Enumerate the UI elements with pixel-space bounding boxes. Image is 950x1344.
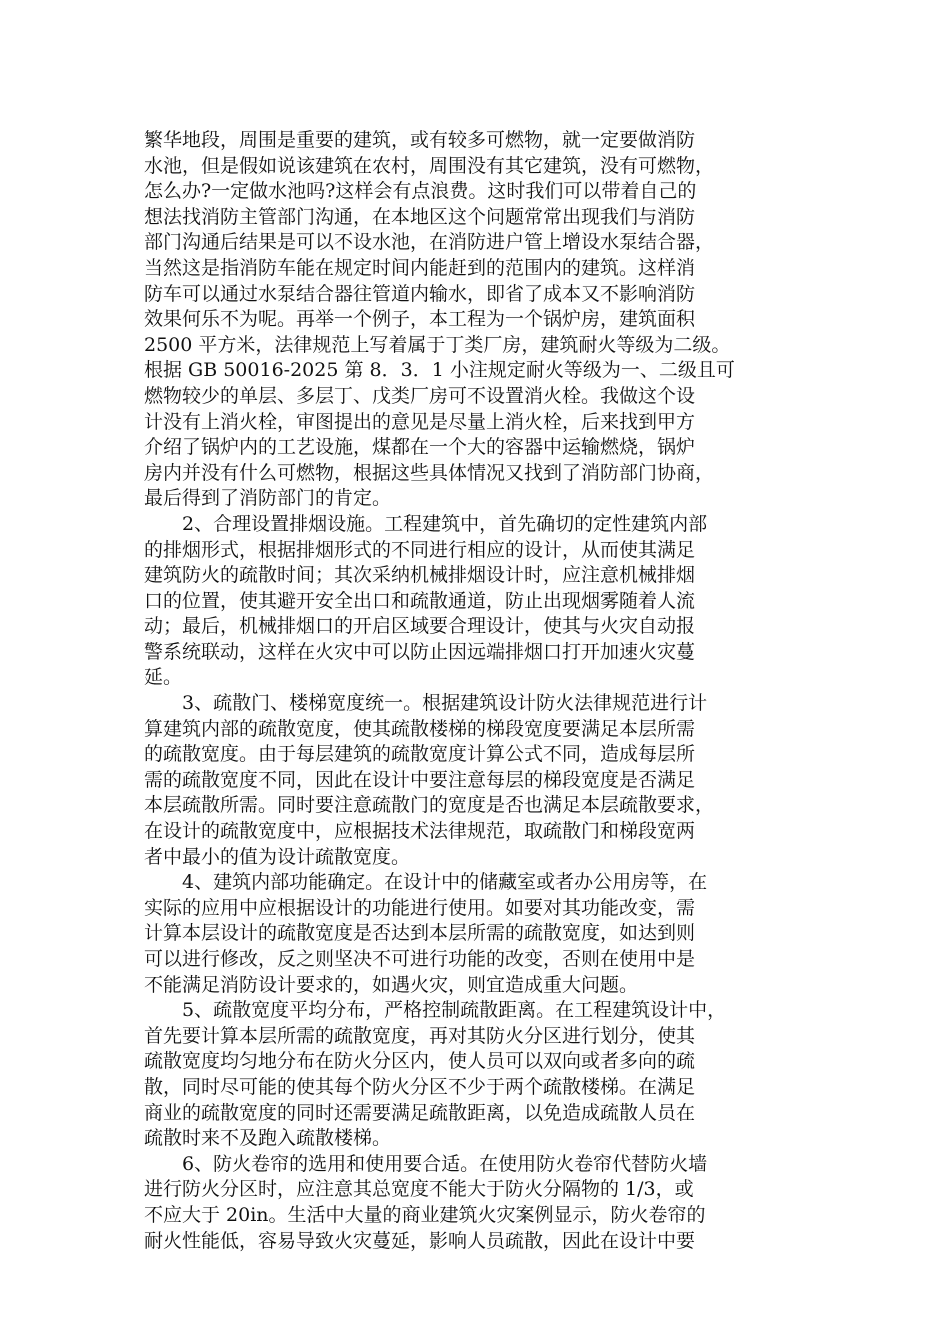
text-line: 口的位置，使其避开安全出口和疏散通道，防止出现烟雾随着人流 [144,589,696,612]
text-line: 在设计的疏散宽度中，应根据技术法律规范，取疏散门和梯段宽两 [144,820,696,843]
text-line: 4、建筑内部功能确定。在设计中的储藏室或者办公用房等，在 [144,871,708,894]
text-line: 当然这是指消防车能在规定时间内能赶到的范围内的建筑。这样消 [144,256,696,279]
text-line: 不能满足消防设计要求的，如遇火灾，则宜造成重大问题。 [144,973,639,996]
paragraph [144,870,808,998]
text-line: 首先要计算本层所需的疏散宽度，再对其防火分区进行划分，使其 [144,1024,696,1047]
document-body [144,128,808,1254]
text-line: 怎么办?一定做水池吗?这样会有点浪费。这时我们可以带着自己的 [144,180,697,203]
paragraph [144,1152,808,1254]
paragraph [144,128,808,512]
text-line: 繁华地段，周围是重要的建筑，或有较多可燃物，就一定要做消防 [144,129,696,151]
paragraph [144,512,808,691]
text-line: 燃物较少的单层、多层丁、戊类厂房可不设置消火栓。我做这个设 [144,384,696,407]
text-line: 想法找消防主管部门沟通，在本地区这个问题常常出现我们与消防 [144,205,696,228]
text-line: 耐火性能低，容易导致火灾蔓延，影响人员疏散，因此在设计中要 [144,1229,696,1252]
text-line: 5、疏散宽度平均分布，严格控制疏散距离。在工程建筑设计中， [144,999,727,1022]
text-line: 算建筑内部的疏散宽度，使其疏散楼梯的梯段宽度要满足本层所需 [144,717,696,740]
text-line: 不应大于 20in。生活中大量的商业建筑火灾案例显示，防火卷帘的 [144,1203,706,1226]
text-line: 本层疏散所需。同时要注意疏散门的宽度是否也满足本层疏散要求， [144,794,715,817]
text-line: 2、合理设置排烟设施。工程建筑中，首先确切的定性建筑内部 [144,512,708,535]
text-line: 防车可以通过水泵结合器往管道内输水，即省了成本又不影响消防 [144,282,696,305]
text-line: 的疏散宽度。由于每层建筑的疏散宽度计算公式不同，造成每层所 [144,743,696,766]
text-line: 实际的应用中应根据设计的功能进行使用。如要对其功能改变，需 [144,896,696,919]
text-line: 动；最后，机械排烟口的开启区域要合理设计，使其与火灾自动报 [144,615,696,638]
text-line: 6、防火卷帘的选用和使用要合适。在使用防火卷帘代替防火墙 [144,1152,708,1175]
text-line: 水池，但是假如说该建筑在农村，周围没有其它建筑，没有可燃物， [144,154,715,177]
text-line: 房内并没有什么可燃物，根据这些具体情况又找到了消防部门协商， [144,461,715,484]
text-line: 最后得到了消防部门的肯定。 [144,487,392,510]
text-line: 根据 GB 50016-2025 第 8．3．1 小注规定耐火等级为一、二级且可 [144,359,735,382]
text-line: 部门沟通后结果是可以不设水池，在消防进户管上增设水泵结合器， [144,231,715,254]
paragraph [144,998,808,1152]
text-line: 警系统联动，这样在火灾中可以防止因远端排烟口打开加速火灾蔓 [144,640,696,663]
text-line: 进行防火分区时，应注意其总宽度不能大于防火分隔物的 1/3，或 [144,1178,694,1201]
text-line: 计没有上消火栓，审图提出的意见是尽量上消火栓，后来找到甲方 [144,410,696,433]
text-line: 者中最小的值为设计疏散宽度。 [144,845,411,868]
text-line: 延。 [144,666,183,689]
text-line: 效果何乐不为呢。再举一个例子，本工程为一个锅炉房，建筑面积 [144,308,696,331]
text-line: 3、疏散门、楼梯宽度统一。根据建筑设计防火法律规范进行计 [144,692,708,715]
text-line: 疏散时来不及跑入疏散楼梯。 [144,1127,392,1150]
text-line: 的排烟形式，根据排烟形式的不同进行相应的设计，从而使其满足 [144,538,696,561]
text-line: 散，同时尽可能的使其每个防火分区不少于两个疏散楼梯。在满足 [144,1075,696,1098]
text-line: 介绍了锅炉内的工艺设施，煤都在一个大的容器中运输燃烧，锅炉 [144,436,696,459]
text-line: 计算本层设计的疏散宽度是否达到本层所需的疏散宽度，如达到则 [144,922,696,945]
text-line: 2500 平方米，法律规范上写着属于丁类厂房，建筑耐火等级为二级。 [144,333,731,356]
text-line: 需的疏散宽度不同，因此在设计中要注意每层的梯段宽度是否满足 [144,768,696,791]
text-line: 可以进行修改，反之则坚决不可进行功能的改变，否则在使用中是 [144,948,696,970]
text-line: 商业的疏散宽度的同时还需要满足疏散距离，以免造成疏散人员在 [144,1101,696,1124]
text-line: 疏散宽度均匀地分布在防火分区内，使人员可以双向或者多向的疏 [144,1050,696,1073]
text-line: 建筑防火的疏散时间；其次采纳机械排烟设计时，应注意机械排烟 [144,564,696,587]
paragraph [144,691,808,870]
